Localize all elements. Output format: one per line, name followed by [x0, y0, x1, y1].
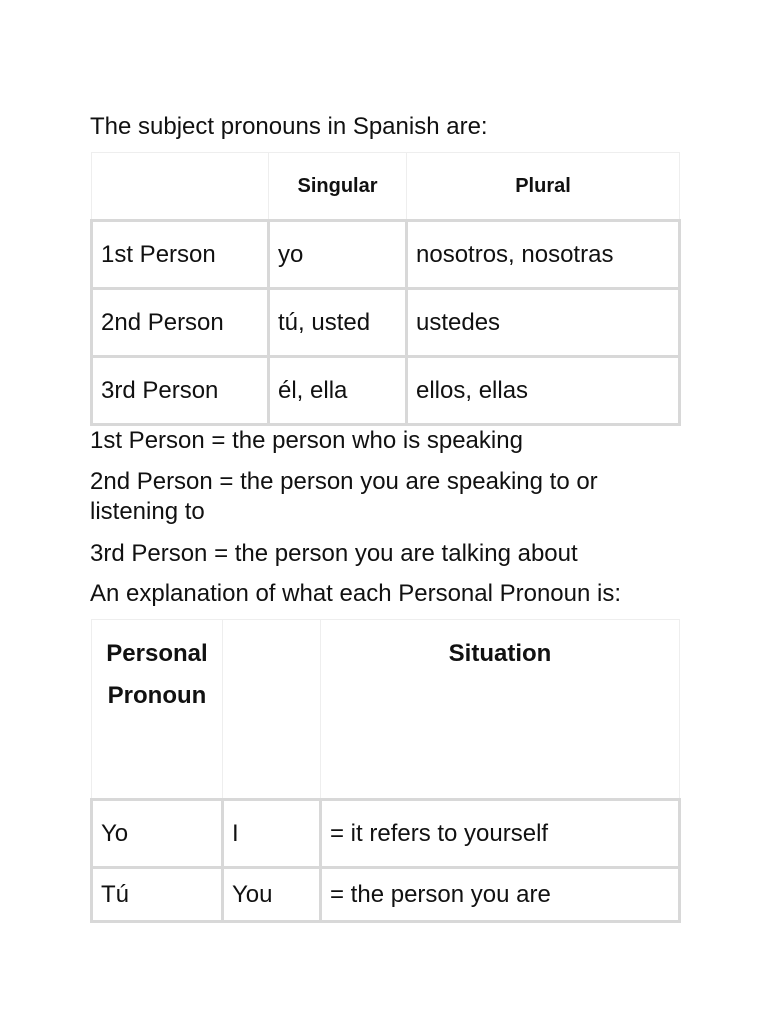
plural-cell: ustedes	[407, 289, 680, 357]
plural-cell: nosotros, nosotras	[407, 221, 680, 289]
person-cell: 3rd Person	[92, 357, 269, 425]
definition-second-person: 2nd Person = the person you are speaking to or listening to	[90, 468, 598, 525]
plural-cell: ellos, ellas	[407, 357, 680, 425]
table-header-row	[92, 153, 680, 221]
spanish-pronoun-cell: Yo	[92, 800, 223, 868]
header-pronoun-label: Pronoun	[107, 682, 207, 709]
english-pronoun-cell: You	[223, 868, 321, 922]
situation-cell: = the person you are	[321, 868, 680, 922]
person-cell: 2nd Person	[92, 289, 269, 357]
table-header-row	[92, 620, 680, 800]
singular-cell: yo	[269, 221, 407, 289]
personal-pronouns-table	[90, 619, 681, 923]
table-row	[92, 289, 680, 357]
table-row	[92, 800, 680, 868]
intro-text: The subject pronouns in Spanish are:	[90, 113, 488, 140]
header-cell-personal-pronoun	[92, 620, 223, 800]
definition-third-person: 3rd Person = the person you are talking about	[90, 540, 578, 567]
header-personal-label: Personal	[106, 640, 208, 667]
english-pronoun-cell: I	[223, 800, 321, 868]
header-cell-situation: Situation	[321, 620, 680, 800]
person-cell: 1st Person	[92, 221, 269, 289]
definition-first-person: 1st Person = the person who is speaking	[90, 427, 523, 454]
table-row	[92, 221, 680, 289]
header-cell-empty	[92, 153, 269, 221]
situation-cell: = it refers to yourself	[321, 800, 680, 868]
header-cell-singular: Singular	[269, 153, 407, 221]
table-row	[92, 357, 680, 425]
singular-cell: él, ella	[269, 357, 407, 425]
header-cell-plural: Plural	[407, 153, 680, 221]
spanish-pronoun-cell: Tú	[92, 868, 223, 922]
subject-pronouns-table	[90, 152, 681, 426]
header-cell-empty	[223, 620, 321, 800]
explanation-intro-text: An explanation of what each Personal Pronoun is:	[90, 580, 622, 607]
table-row	[92, 868, 680, 922]
singular-cell: tú, usted	[269, 289, 407, 357]
